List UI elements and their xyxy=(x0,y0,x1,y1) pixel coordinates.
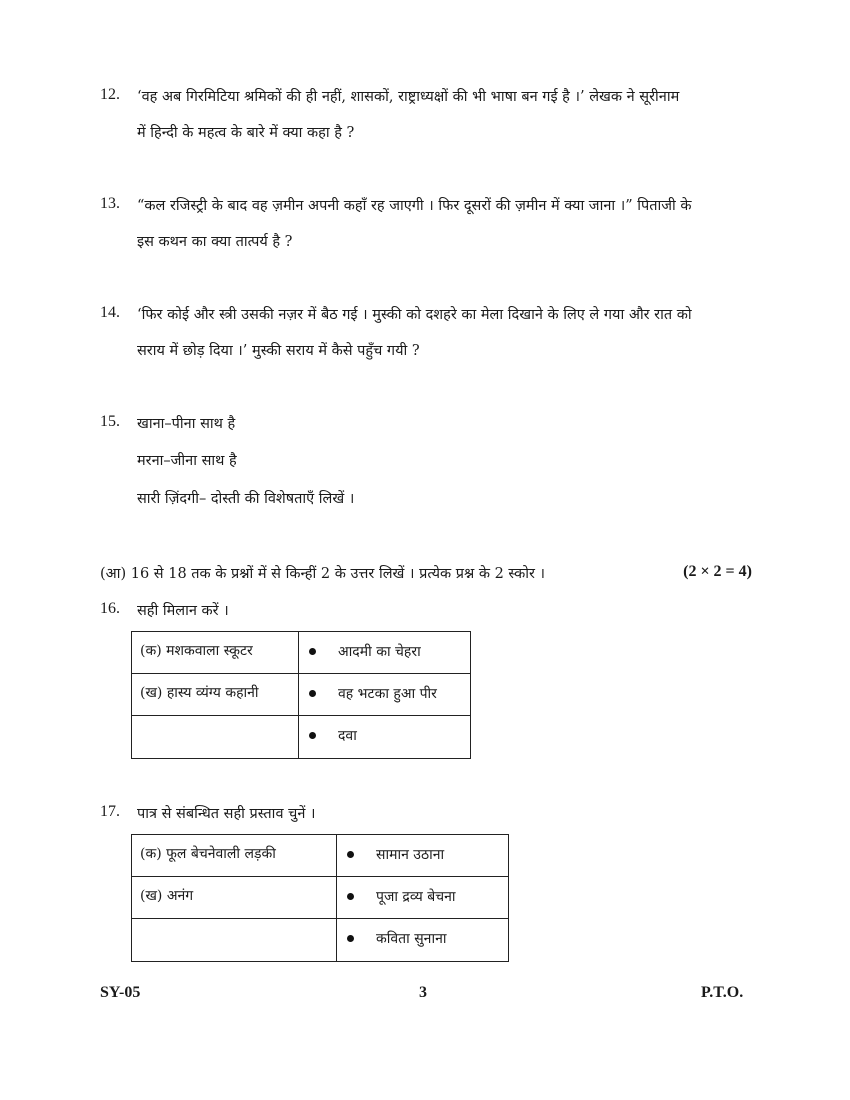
table-row xyxy=(132,919,509,962)
table-cell-left: (क) मशकवाला स्कूटर xyxy=(132,632,299,674)
question-number: 15. xyxy=(100,413,120,430)
bullet-icon xyxy=(309,732,316,739)
table-cell-left xyxy=(132,919,337,962)
bullet-icon xyxy=(309,690,316,697)
question-text-line: खाना–पीना साथ है xyxy=(137,416,236,432)
option-text: कविता सुनाना xyxy=(376,931,447,947)
table-cell-right xyxy=(299,716,471,759)
bullet-icon xyxy=(347,893,354,900)
table-row xyxy=(132,835,509,877)
table-cell-left xyxy=(132,716,299,759)
match-table-16 xyxy=(131,631,471,759)
option-text: पूजा द्रव्य बेचना xyxy=(376,889,456,905)
section-marks: (2 × 2 = 4) xyxy=(683,563,752,580)
table-cell-right xyxy=(337,919,509,962)
footer-pto: P.T.O. xyxy=(701,984,744,1001)
question-text-line: पात्र से संबन्धित सही प्रस्ताव चुनें । xyxy=(137,806,316,822)
table-row xyxy=(132,877,509,919)
table-row xyxy=(132,674,471,716)
question-text-line: सारी ज़िंदगी– दोस्ती की विशेषताएँ लिखें । xyxy=(137,491,355,507)
option-text: सामान उठाना xyxy=(376,847,445,863)
question-number: 13. xyxy=(100,195,120,212)
page-number: 3 xyxy=(419,984,427,1001)
table-row xyxy=(132,632,471,674)
question-text-line: सराय में छोड़ दिया ।’ मुस्की सराय में कैसे पहुँच गयी ? xyxy=(137,343,420,359)
table-cell-left: (ख) अनंग xyxy=(132,877,337,919)
question-text-line: में हिन्दी के महत्व के बारे में क्या कहा है ? xyxy=(137,125,355,141)
table-cell-left: (क) फूल बेचनेवाली लड़की xyxy=(132,835,337,877)
question-text-line: मरना–जीना साथ है xyxy=(137,453,237,469)
question-number: 17. xyxy=(100,803,120,820)
table-cell-right xyxy=(337,835,509,877)
option-text: आदमी का चेहरा xyxy=(338,644,421,660)
table-cell-right xyxy=(299,632,471,674)
option-text: वह भटका हुआ पीर xyxy=(338,686,437,702)
question-text-line: ‘वह अब गिरमिटिया श्रमिकों की ही नहीं, शासकों, राष्ट्राध्यक्षों की भी भाषा बन गई है ।’ लेखक ने सूरीनाम xyxy=(137,89,680,105)
bullet-icon xyxy=(309,648,316,655)
question-text-line: सही मिलान करें । xyxy=(137,603,229,619)
table-cell-left: (ख) हास्य व्यंग्य कहानी xyxy=(132,674,299,716)
section-instruction xyxy=(100,563,752,585)
table-cell-right xyxy=(337,877,509,919)
bullet-icon xyxy=(347,851,354,858)
question-text-line: ‘फिर कोई और स्त्री उसकी नज़र में बैठ गई । मुस्की को दशहरे का मेला दिखाने के लिए ले गया और रात को xyxy=(137,307,692,323)
option-text: दवा xyxy=(338,728,357,744)
bullet-icon xyxy=(347,935,354,942)
question-number: 16. xyxy=(100,600,120,617)
question-number: 14. xyxy=(100,304,120,321)
footer-code: SY-05 xyxy=(100,984,141,1001)
question-number: 12. xyxy=(100,86,120,103)
question-text-line: “कल रजिस्ट्री के बाद वह ज़मीन अपनी कहाँ रह जाएगी । फिर दूसरों की ज़मीन में क्या जाना ।” पिताजी के xyxy=(137,198,692,214)
match-table-17 xyxy=(131,834,509,962)
table-row xyxy=(132,716,471,759)
table-cell-right xyxy=(299,674,471,716)
section-instruction-text: (आ) 16 से 18 तक के प्रश्नों में से किन्हीं 2 के उत्तर लिखें । प्रत्येक प्रश्न के 2 स्कोर । xyxy=(100,566,545,582)
question-text-line: इस कथन का क्या तात्पर्य है ? xyxy=(137,234,293,250)
